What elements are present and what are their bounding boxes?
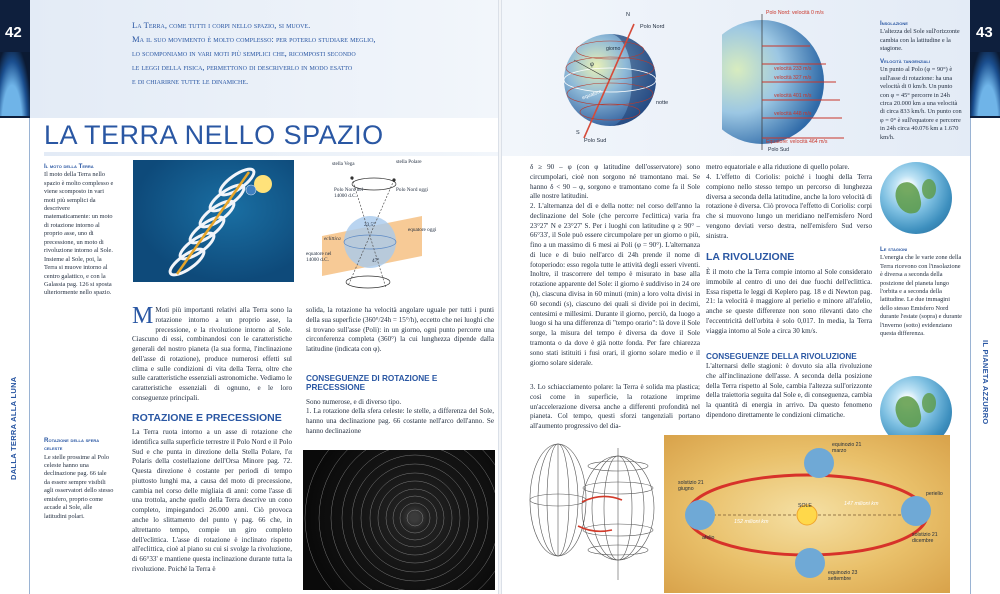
label-equatore-14000: equatore nel 14000 d.C. (306, 251, 332, 263)
col1-para1: Moti più importanti relativi alla Terra sono la rotazione intorno a un proprio asse, la precessione, e la rivoluzione intorno al Sole. Ciascuno di essi, combinandosi con le caratteristiche generali del nostro pianeta (la sua forma, l'inclinazione dell'asse di rotazione), produce numerosi effetti sul clima e sulle condizioni di vita della Terra, oltre che sulle caratteristiche essenziali astronomiche. Vediamo le caratteristiche essenziali di ognuno, e le loro conseguenze principali. (132, 306, 292, 403)
sidebar-rotazione (44, 437, 114, 521)
vel-2: velocità 327 m/s (774, 75, 812, 81)
label-angle-2: 47° (372, 258, 380, 264)
orbit-perielio: perielio (926, 491, 943, 497)
rotazione-heading: ROTAZIONE E PRECESSIONE (132, 412, 282, 424)
vel-1: velocità 233 m/s (774, 66, 812, 72)
velocity-svg (722, 8, 872, 154)
dropcap: M (132, 303, 154, 329)
vel-equatore: Equatore: velocità 464 m/s (766, 139, 828, 145)
right-side-label: IL PIANETA AZZURRO (981, 340, 990, 425)
meridian-globes (522, 430, 662, 590)
orbit-solstizio-giugno: solstizio 21 giugno (678, 480, 704, 492)
col1-para2: La Terra ruota intorno a un asse di rotazione che identifica sulla superficie terrestre il Polo Nord e il Polo Sud e che punta in direzione della Stella Polare, l'α Polaris della costellazione dell'Orsa Minore pag. 72. Questa direzione è costante per periodi di tempo piuttosto lunghi ma, a causa del moto di precessione, cambia nel corso delle migliaia di anni: come l'asse di una trottola, anche quello della Terra descrive un cono completo, impiegandoci 26.000 anni. Ciò provoca anche lo slittamento del punto γ pag. 66 che, in altrettanto tempo, compie un giro completo dell'eclittica. L'asse di rotazione è inclinato rispetto all'eclittica, cioè al piano su cui si svolge la rivoluzione, di 66°33' e mantiene questa inclinazione durante tutta la rivoluzione. Poiché la Terra è (132, 428, 292, 573)
sidebar-rotazione-body: Le stelle prossime al Polo celeste hanno una declinazione pag. 66 tale da essere sempre visibili agli osservatori dello stesso emisfero, proprio come accade al Sole, alle latitudini polari. (44, 453, 114, 520)
right-side-tab (970, 0, 1000, 594)
summer-globe-image (880, 162, 952, 234)
orbit-sole: SOLE (798, 503, 812, 509)
label-polo-oggi: Polo Nord oggi (396, 187, 428, 193)
sidebar-velocita (880, 58, 962, 142)
orbit-afelio: afelio (702, 535, 715, 541)
right-tab-earth-image (970, 52, 1000, 116)
vel-polo-sud: Polo Sud (768, 147, 790, 153)
precession-diagram (304, 158, 440, 292)
sidebar-rotazione-heading: Rotazione della sfera celeste (44, 437, 100, 453)
conseguenze-rivoluzione-heading: CONSEGUENZE DELLA RIVOLUZIONE (706, 352, 857, 361)
intro-line-5: e di chiarirne tutte le dinamiche. (132, 76, 249, 87)
spiral-earth-illustration (133, 160, 294, 282)
col2-para2: Sono numerose, e di diverso tipo. (306, 398, 402, 406)
label-eclittica: eclittica (324, 236, 341, 242)
sidebar-moto-body: Il moto della Terra nello spazio è molto complesso e viene scomposto in vari moti più semplici da descrivere matematicamente: un moto di rotazione intorno al proprio asse, uno di precessione, un moto di rivoluzione intorno al Sole. Insieme al Sole, poi, la Terra si muove intorno al centro galattico, e con la Galassia pag. 126 si sposta ulteriormente nello spazio. (44, 171, 114, 297)
orbit-dist-perielio: 147 milioni km (844, 501, 879, 507)
sidebar-velocita-body: Un punto al Polo (φ = 90°) è sull'asse di rotazione: ha una velocità di 0 km/h. Un punto con φ = 45° percorre in 24h circa 20.000 km a una velocità di circa 833 km/h. Un punto con φ = 0° è sull'equatore e percorre in 24h circa 40.076 km a 1.670 km/h. (880, 66, 962, 141)
label-s: S (576, 130, 580, 136)
orbit-diagram (664, 435, 950, 593)
orbit-svg (664, 435, 950, 593)
label-angle-1: 23,5° (364, 222, 376, 228)
col3-para2: 2. L'alternanza del dì e della notte: nel corso dell'anno la declinazione del Sole (che percorre l'eclittica) varia fra 23°27' N e 23°27' S. Per i luoghi con latitudine φ ≥ 90° – 66°33', il Sole può essere circumpolare per un giorno o più, fino a un massimo di 6 mesi ai Poli (φ = 90°). L'alternanza di luce e di buio nell'arco di 24h prende il nome di fotoperiodo: esso regola tutte le attività degli esseri viventi. Inoltre, il trascorrere del tempo è misurato in base alla rotazione apparente del Sole: il giorno è suddiviso in 24 ore (h), ciascuna divisa in 60 minuti (min) a loro volta divisi in 60 secondi (s), ciascuno dei quali si divide poi in decimi, centesimi e millesimi. Durante il giorno, perciò, da luogo a luogo si ha una differenza di "tempo orario": là dove il Sole sorge, la misura del tempo è diversa da dove il Sole tramonta o da dove è già notte fonda. Per fare chiarezza sono stati istituiti i fusi orari, il giorno solare medio e il giorno solare siderale. (530, 202, 700, 367)
vel-4: velocità 448 m/s (774, 111, 812, 117)
vel-top: Polo Nord: velocità 0 m/s (766, 10, 824, 16)
rotation-globe-diagram (548, 10, 676, 148)
col3-para1: δ ≥ 90 – φ (con φ latitudine dell'osservatore) sono circumpolari, cioè non sorgono né tramontano mai. Se hanno δ < 90 – φ, sorgono e tramontano come fa il Sole alle nostre latitudini. (530, 163, 700, 201)
label-vega: stella Vega (332, 161, 355, 167)
intro-line-3: lo scomponiamo in vari moti più semplici che, ricomposti secondo (132, 48, 356, 59)
spiral-svg (133, 160, 294, 282)
sidebar-stagioni (880, 246, 962, 339)
left-side-label: DALLA TERRA ALLA LUNA (9, 376, 18, 480)
sidebar-stagioni-body: L'energia che le varie zone della Terra ricevono con l'insolazione è diversa a seconda della posizione del pianeta lungo l'orbita e a seconda della latitudine. Le due immagini dello stesso Emisfero Nord durante l'estate (sopra) e durante l'inverno (sotto) evidenziano questa differenza. (880, 254, 962, 338)
right-page-number: 43 (976, 24, 993, 41)
col4-para1: metro equatoriale e alla riduzione di quello polare. (706, 163, 850, 171)
rivoluzione-heading: LA RIVOLUZIONE (706, 251, 795, 263)
intro-line-2: Ma il suo movimento è molto complesso: per poterlo studiare meglio, (132, 34, 376, 45)
label-notte: notte (656, 100, 669, 106)
orbit-solstizio-dicembre: solstizio 21 dicembre (912, 532, 938, 544)
star-trails-svg (303, 450, 495, 590)
vel-3: velocità 401 m/s (774, 93, 812, 99)
label-giorno: giorno (606, 46, 621, 52)
earth-dot-icon (246, 185, 256, 195)
sidebar-stagioni-heading: Le stagioni (880, 246, 908, 253)
sidebar-insolazione-heading: Insolazione (880, 20, 908, 27)
meridian-globes-svg (522, 430, 662, 590)
label-equatore-oggi: equatore oggi (408, 227, 437, 233)
sidebar-moto-heading: Il moto della Terra (44, 163, 94, 170)
label-polo-nord: Polo Nord (640, 24, 665, 30)
velocity-diagram (722, 8, 872, 154)
sidebar-insolazione (880, 20, 962, 54)
col3-para3: 3. Lo schiacciamento polare: la Terra è solida ma plastica; così come in superficie, la rotazione imprime un'accelerazione diversa anche a differenti profondità nel pianeta. Col tempo, questi sforzi tangenziali portano all'aumento progressivo del dia- (530, 383, 700, 431)
left-page-number: 42 (5, 24, 22, 41)
orbit-equinozio-marzo: equinozio 21 marzo (832, 442, 862, 454)
col4-para2: 4. L'effetto di Coriolis: poiché i luoghi della Terra compiono nello stesso tempo un percorso di lunghezza diversa a seconda della latitudine, anche la loro velocità di rotazione è diversa. Ciò provoca l'effetto di Coriolis: corpi che si muovono lungo un meridiano nell'emisfero Nord vengono deviati verso destra, nell'emisfero Sud verso sinistra. (706, 173, 872, 240)
label-polare: stella Polare (396, 159, 422, 165)
label-polo-sud: Polo Sud (584, 138, 607, 144)
sidebar-insolazione-body: L'altezza del Sole sull'orizzonte cambia con la latitudine e la stagione. (880, 28, 960, 53)
label-equatore: equatore (581, 88, 603, 102)
star-trails-photo (303, 450, 495, 590)
intro-line-4: le leggi della fisica, permettono di descriverlo in modo esatto (132, 62, 353, 73)
intro-line-1: La Terra, come tutti i corpi nello spazio, si muove. (132, 20, 311, 30)
col2-para1: solida, la rotazione ha velocità angolare uguale per tutti i punti della sua superficie (360°/24h = 15°/h), eccetto che nei luoghi che si trovano sull'asse (Poli): in un giorno, ogni punto percorre una circonferenza completa (360°) la cui lunghezza dipende dalla latitudine (indicata con φ). (306, 306, 494, 354)
col4-para4: L'alternarsi delle stagioni: è dovuto sia alla rivoluzione che all'inclinazione dell'asse. A seconda della posizione della Terra rispetto al Sole, cambia l'altezza sull'orizzonte della traiettoria seguita dal Sole e, di conseguenza, cambia la quantità di energia in arrivo. Da questo fenomeno dipendono direttamente le condizioni climatiche. (706, 362, 872, 419)
conseguenze-rotazione-heading: CONSEGUENZE DI ROTAZIONE E PRECESSIONE (306, 374, 438, 393)
page-title: LA TERRA NELLO SPAZIO (44, 120, 384, 150)
col4-para3: È il moto che la Terra compie intorno al Sole considerato immobile al centro di uno dei due fuochi dell'eclittica. Essa rispetta le leggi di Keplero pag. 18 e di Newton pag. 21: la velocità è maggiore al perielio e minore all'afelio, anche se queste differenze non sono rilevanti dato che l'eccentricità dell'orbita è solo 0,017. In media, la Terra viaggia intorno al Sole a circa 30 km/s. (706, 268, 872, 335)
label-polo-14000: Polo Nord nel 14000 d.C. (334, 187, 364, 199)
orbit-equinozio-settembre: equinozio 23 settembre (828, 570, 858, 582)
intro-text (132, 18, 462, 88)
label-phi: φ (590, 62, 594, 68)
left-tab-earth-image (0, 52, 30, 116)
title-rule (44, 152, 500, 156)
sun-icon (254, 175, 272, 193)
left-side-tab (0, 0, 30, 594)
col1-intro (132, 303, 292, 404)
orbit-dist-afelio: 152 milioni km (734, 519, 769, 525)
label-n: N (626, 12, 630, 18)
sidebar-velocita-heading: Velocità tangenziali (880, 58, 930, 65)
sidebar-moto (44, 163, 114, 298)
col2-para3: 1. La rotazione della sfera celeste: le stelle, a differenza del Sole, hanno una declinazione pag. 66 costante nell'arco dell'anno. Se hanno declinazione (306, 407, 494, 435)
